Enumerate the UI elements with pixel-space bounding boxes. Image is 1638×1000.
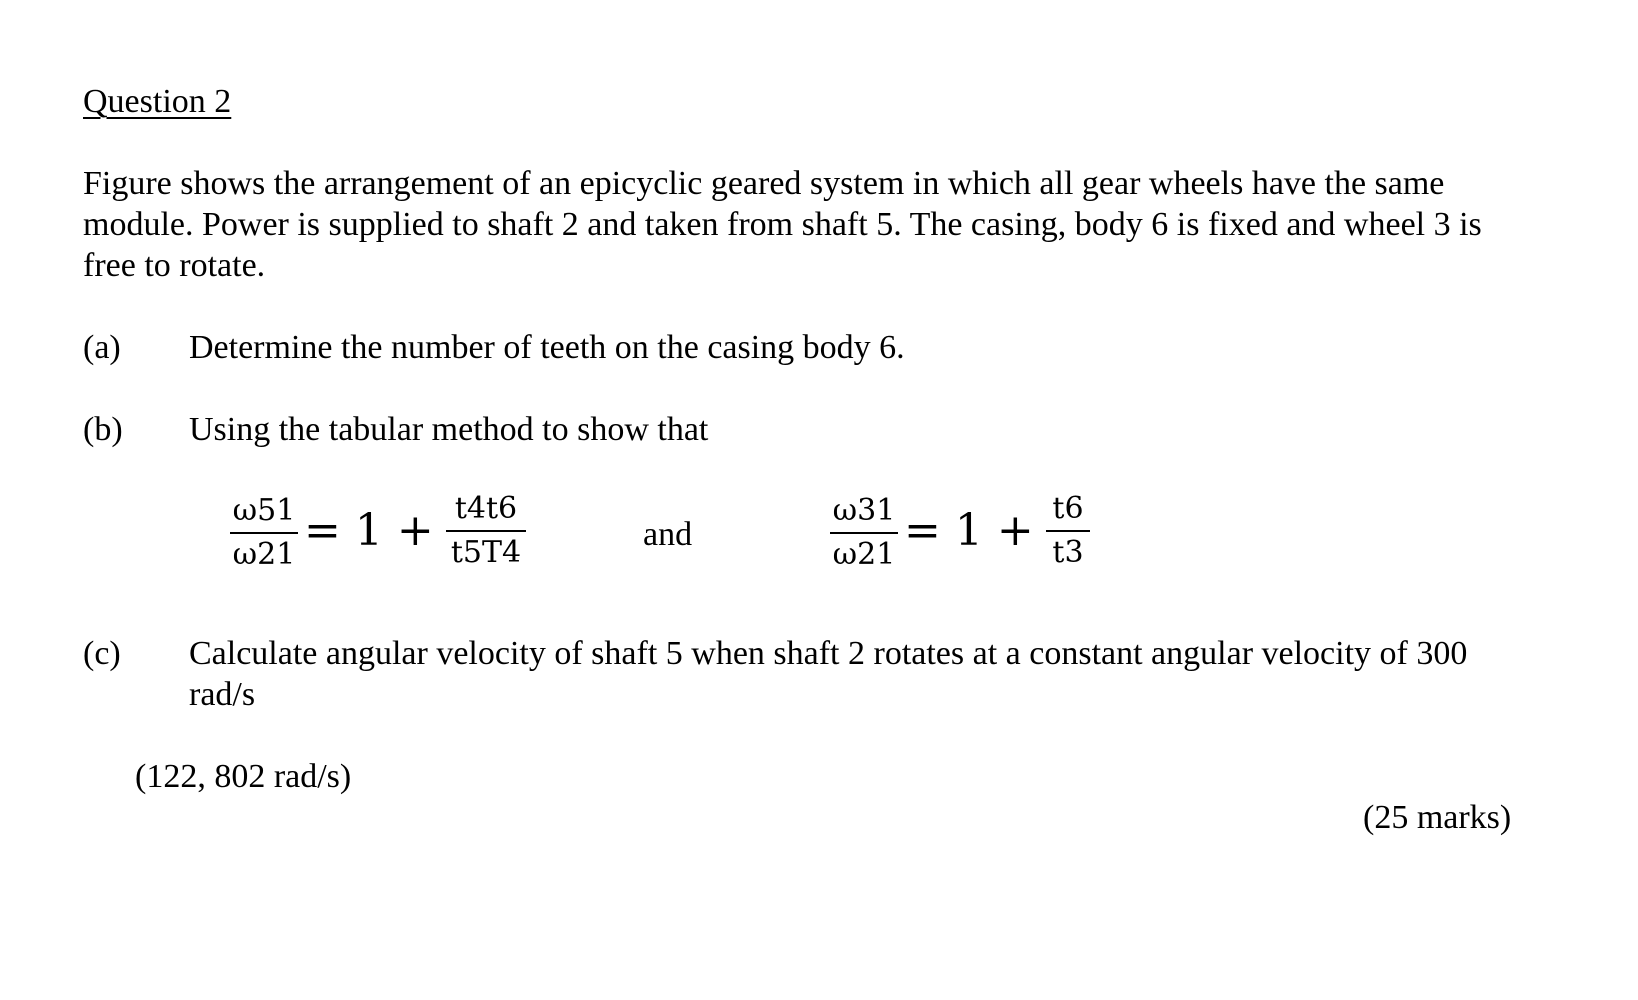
eq2-rhs-numerator: t6	[1052, 491, 1084, 526]
eq2-lhs-fraction	[830, 494, 898, 572]
eq1-lhs-numerator: ω51	[232, 493, 296, 528]
eq1-rhs-denominator: t5T4	[450, 535, 522, 570]
intro-line-1: Figure shows the arrangement of an epicyclic geared system in which all gear wheels have the same	[83, 165, 1445, 202]
eq1-middle: = 1 +	[304, 505, 434, 556]
part-b-text: Using the tabular method to show that	[189, 411, 709, 448]
equation-connector: and	[643, 516, 693, 553]
intro-line-2: module. Power is supplied to shaft 2 and taken from shaft 5. The casing, body 6 is fixed and wheel 3 is	[83, 206, 1482, 243]
eq1-lhs-fraction	[230, 494, 298, 572]
eq2-lhs-numerator: ω31	[832, 493, 896, 528]
eq2-lhs-denominator: ω21	[832, 537, 896, 572]
eq2-rhs-bar	[1046, 530, 1090, 532]
marks: (25 marks)	[1363, 799, 1512, 836]
eq1-lhs-bar	[230, 532, 298, 534]
part-b-label: (b)	[83, 411, 123, 448]
question-title: Question 2	[83, 83, 232, 120]
part-c-line-1: Calculate angular velocity of shaft 5 when shaft 2 rotates at a constant angular velocity of 300	[189, 635, 1468, 672]
part-a-label: (a)	[83, 329, 121, 366]
intro-line-3: free to rotate.	[83, 247, 266, 284]
eq1-rhs-numerator: t4t6	[454, 491, 518, 526]
eq2-rhs-denominator: t3	[1052, 535, 1084, 570]
eq2-rhs-fraction	[1046, 492, 1090, 570]
part-c-line-2: rad/s	[189, 676, 256, 713]
eq1-rhs-fraction	[446, 492, 526, 570]
answer: (122, 802 rad/s)	[135, 758, 352, 795]
eq2-middle: = 1 +	[904, 505, 1034, 556]
eq1-rhs-bar	[446, 530, 526, 532]
eq2-lhs-bar	[830, 532, 898, 534]
part-c-label: (c)	[83, 635, 121, 672]
eq1-lhs-denominator: ω21	[232, 537, 296, 572]
part-a-text: Determine the number of teeth on the casing body 6.	[189, 329, 905, 366]
